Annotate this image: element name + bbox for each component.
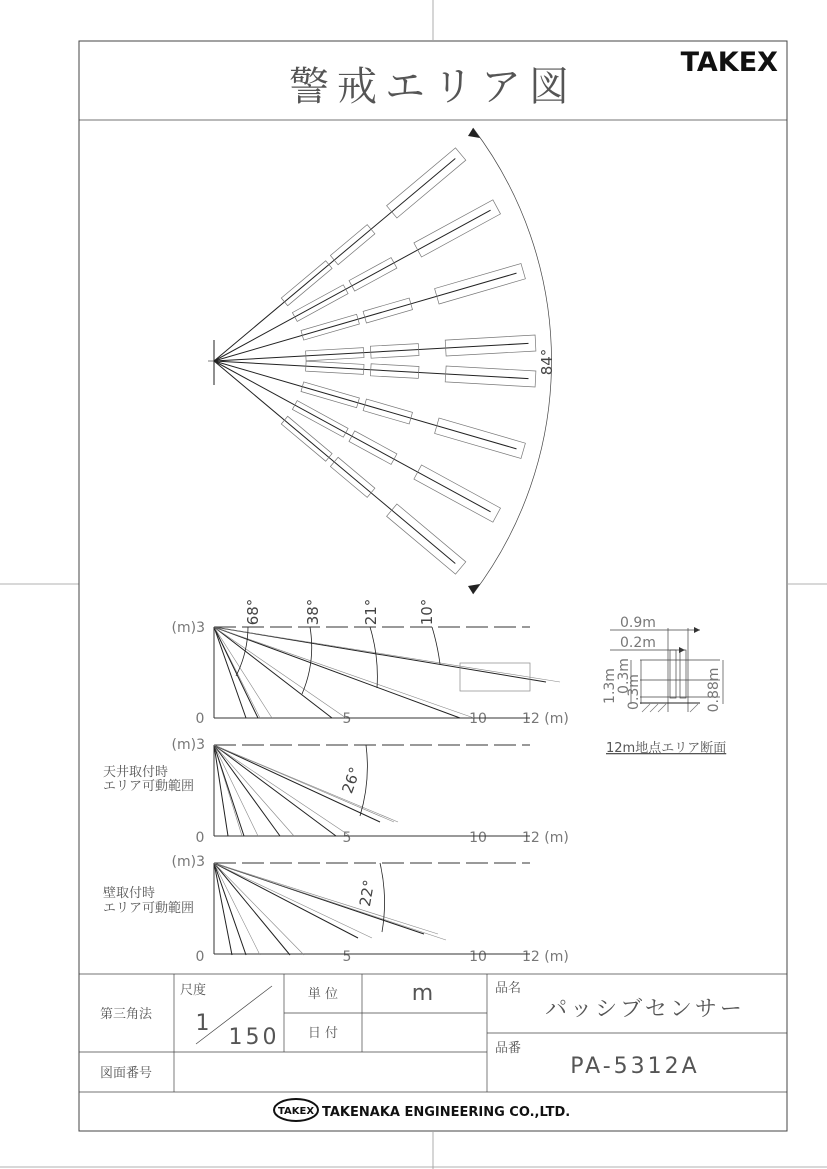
drawing-title: 警戒エリア図 [289,64,577,110]
beam-line [214,863,232,955]
angle-arc [370,627,377,688]
dim-left-outer: 1.3m [602,668,618,704]
coverage-angle-label: 84° [538,348,556,376]
y-axis-label: (m)3 [171,854,205,870]
dim-left-mid: 0.3m [616,658,632,694]
beam-line [214,745,244,836]
dim-right-height: 0.88m [706,667,722,713]
y-axis-label: (m)3 [171,620,205,636]
tilt-angle-21: 21° [362,598,380,626]
unit-value: m [411,981,437,1006]
x-tick-12: 12 (m) [522,830,569,846]
beam-line [214,745,336,836]
product-number-label: 品番 [495,1041,522,1056]
mount-note-line-1: 天井取付時 [103,765,169,780]
x-tick-10: 10 [469,949,487,965]
tilt-angle-10: 10° [418,598,436,626]
beam-edge [214,627,560,682]
tilt-angle-68: 68° [244,598,262,626]
product-name-label: 品名 [495,981,522,996]
x-tick-5: 5 [342,949,352,965]
beam-edge [214,863,372,938]
origin-label: 0 [195,711,205,727]
scale-denominator: 150 [228,1025,280,1050]
company-logo-text: TAKEX [277,1106,315,1117]
angle-arc [380,863,385,932]
beam-line [214,627,246,718]
side-view-ceiling-mount [103,737,569,846]
floor-hatch [642,704,698,712]
beam-line [214,361,455,563]
mount-note-line-2: エリア可動範囲 [103,901,195,916]
title-block [79,974,787,1121]
beam-edge [214,863,260,955]
beam-line [214,210,491,361]
product-number: PA-5312A [570,1054,700,1079]
beam-edge [214,863,446,940]
beam-edge [214,627,272,718]
scale-numerator: 1 [195,1011,213,1036]
beam-line [214,627,332,718]
beam-edge [214,627,346,718]
scale-label: 尺度 [180,983,207,998]
origin-label: 0 [195,949,205,965]
company-name: TAKENAKA ENGINEERING CO.,LTD. [322,1105,571,1120]
angle-arc [360,745,367,816]
dim-width-inner: 0.2m [620,635,656,651]
beam-line [214,361,491,512]
origin-label: 0 [195,830,205,846]
dim-width-outer: 0.9m [620,615,656,631]
beam-line [214,361,516,449]
side-view-standard [172,599,569,727]
projection-method: 第三角法 [99,1007,153,1022]
side-view-wall-mount [103,854,569,965]
product-name: パッシブセンサー [545,997,745,1022]
beam-line [214,159,455,361]
sheet-border [79,41,787,1131]
unit-label: 単 位 [307,987,339,1002]
beam-line [214,627,546,682]
x-tick-12: 12 (m) [522,711,569,727]
beam-line [214,863,358,938]
top-view-fan [208,128,556,594]
company-logo-mark [274,1099,318,1121]
date-label: 日 付 [307,1026,339,1041]
beam-edge [214,863,304,955]
beam-edge [214,863,438,934]
x-tick-5: 5 [342,830,352,846]
cross-section-12m [602,615,726,756]
x-tick-5: 5 [342,711,352,727]
x-tick-10: 10 [469,711,487,727]
tilt-angle-38: 38° [304,598,322,626]
adjust-angle-22: 22° [355,878,379,908]
beam-line [214,273,516,361]
zone-box [460,663,530,691]
x-tick-10: 10 [469,830,487,846]
brand-logo: TAKEX [680,47,778,78]
mount-note-line-1: 壁取付時 [103,886,156,901]
mount-note-line-2: エリア可動範囲 [103,779,195,794]
x-tick-12: 12 (m) [522,949,569,965]
angle-arc [432,627,440,664]
y-axis-label: (m)3 [171,737,205,753]
adjust-angle-26: 26° [338,764,365,796]
section-caption: 12m地点エリア断面 [606,741,727,756]
beam-line [214,863,290,955]
drawing-number-label: 図面番号 [99,1066,153,1081]
dim-left-inner: 0.3m [626,674,642,710]
